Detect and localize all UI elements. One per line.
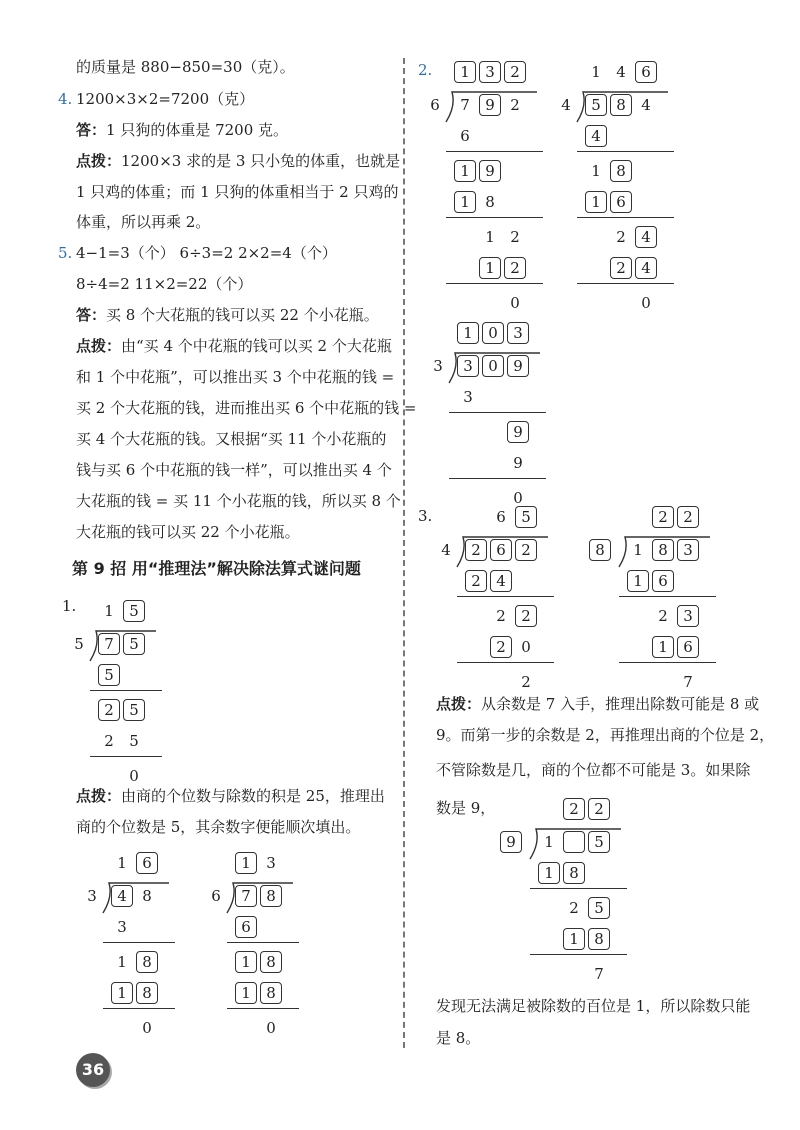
division-line [619, 662, 716, 663]
quotient-digit: 0 [482, 322, 504, 344]
working-digit: 2 [515, 605, 537, 627]
dividend-digit: 0 [482, 355, 504, 377]
dividend-digit: 7 [460, 96, 470, 114]
dividend-digit: 9 [507, 355, 529, 377]
working-digit: 6 [235, 916, 257, 938]
working-digit: 0 [521, 638, 531, 656]
item-5-tip [76, 336, 392, 356]
item-4-equation: 1200×3×2=7200（克） [76, 90, 255, 108]
working-digit: 0 [513, 489, 523, 507]
division-line [90, 756, 162, 757]
item-5-answer [76, 305, 379, 325]
dividend-digit: 5 [585, 94, 607, 116]
quotient-digit: 2 [563, 798, 585, 820]
dividend-digit: 8 [610, 94, 632, 116]
item-4-answer [76, 120, 288, 140]
dividend-digit: 7 [98, 633, 120, 655]
tip-line: 买 2 个大花瓶的钱，进而推出买 6 个中花瓶的钱 = [76, 399, 417, 417]
tip-line: 由“买 4 个中花瓶的钱可以买 2 个大花瓶 [121, 337, 392, 355]
column-divider [403, 58, 405, 1048]
division-line [90, 690, 162, 691]
divisor-digit: 4 [441, 541, 451, 559]
working-digit: 9 [513, 454, 523, 472]
working-digit: 8 [136, 982, 158, 1004]
tip-label: 点拨： [76, 337, 122, 355]
item-5-equation-1: 4−1=3（个） 6÷3=2 2×2=4（个） [76, 244, 337, 262]
working-digit: 2 [658, 607, 668, 625]
division-line [103, 1008, 175, 1009]
division-line [457, 596, 554, 597]
tip-line: 1 只鸡的体重；而 1 只狗的体重相当于 2 只鸡的 [76, 183, 399, 201]
dividend-digit: 7 [235, 885, 257, 907]
working-digit: 8 [260, 951, 282, 973]
working-digit: 1 [652, 636, 674, 658]
quotient-digit: 3 [479, 61, 501, 83]
division-line [577, 217, 674, 218]
dividend-digit: 3 [457, 355, 479, 377]
tip-line: 和 1 个中花瓶”，可以推出买 3 个中花瓶的钱 = [76, 368, 395, 386]
item-2-number: 2. [418, 61, 433, 79]
division-line [446, 151, 543, 152]
item-1-tip [76, 786, 385, 806]
working-digit: 4 [585, 125, 607, 147]
working-digit: 3 [677, 605, 699, 627]
item-5-equation-2: 8÷4=2 11×2=22（个） [76, 275, 253, 293]
quotient-digit: 6 [136, 852, 158, 874]
working-digit: 0 [266, 1019, 276, 1037]
tip-line: 由商的个位数与除数的积是 25，推理出 [121, 787, 385, 805]
quotient-digit: 4 [616, 63, 626, 81]
division-line [457, 662, 554, 663]
quotient-digit: 2 [504, 61, 526, 83]
working-digit: 1 [117, 953, 127, 971]
working-digit: 7 [683, 673, 693, 691]
working-digit: 2 [521, 673, 531, 691]
quotient-digit: 6 [496, 508, 506, 526]
item-4-number: 4. [58, 90, 73, 108]
working-digit: 2 [496, 607, 506, 625]
divisor-digit: 3 [87, 887, 97, 905]
working-digit: 2 [104, 732, 114, 750]
working-digit: 9 [507, 421, 529, 443]
answer-label: 答： [76, 306, 107, 324]
division-line [449, 412, 546, 413]
working-digit: 6 [610, 191, 632, 213]
working-digit: 2 [616, 228, 626, 246]
tip-line: 大花瓶的钱 = 买 11 个小花瓶的钱，所以买 8 个 [76, 492, 401, 510]
quotient-digit: 2 [677, 506, 699, 528]
quotient-digit: 3 [266, 854, 276, 872]
working-digit: 8 [563, 862, 585, 884]
working-digit: 2 [569, 899, 579, 917]
working-digit: 0 [142, 1019, 152, 1037]
item-1-number: 1. [62, 597, 77, 615]
working-digit: 4 [635, 257, 657, 279]
conclusion-line: 是 8。 [436, 1029, 481, 1047]
divisor-digit: 8 [589, 539, 611, 561]
division-line [619, 596, 716, 597]
working-digit: 5 [588, 897, 610, 919]
working-digit: 1 [538, 862, 560, 884]
working-digit: 4 [490, 570, 512, 592]
working-digit: 1 [235, 951, 257, 973]
dividend-digit: 5 [588, 831, 610, 853]
item-3-tip [436, 694, 759, 714]
working-digit: 6 [460, 127, 470, 145]
answer-text: 1 只狗的体重是 7200 克。 [106, 121, 289, 139]
division-line [577, 151, 674, 152]
division-line [103, 942, 175, 943]
divisor-digit: 5 [74, 635, 84, 653]
working-digit: 9 [479, 160, 501, 182]
dividend-digit: 8 [652, 539, 674, 561]
quotient-digit: 1 [591, 63, 601, 81]
dividend-digit: 1 [544, 833, 554, 851]
division-line [530, 954, 627, 955]
item-3-number: 3. [418, 507, 433, 525]
tip-label: 点拨： [76, 787, 122, 805]
quotient-digit: 1 [104, 602, 114, 620]
working-digit: 8 [610, 160, 632, 182]
division-line [530, 888, 627, 889]
working-digit: 1 [563, 928, 585, 950]
working-digit: 2 [610, 257, 632, 279]
divisor-digit: 6 [430, 96, 440, 114]
quotient-digit: 2 [652, 506, 674, 528]
quotient-digit: 1 [457, 322, 479, 344]
division-line [227, 1008, 299, 1009]
section-title: 第 9 招 用“推理法”解决除法算式谜问题 [72, 559, 361, 578]
divisor-digit: 4 [561, 96, 571, 114]
quotient-digit: 6 [635, 61, 657, 83]
working-digit: 2 [98, 699, 120, 721]
tip-line: 商的个位数是 5，其余数字便能顺次填出。 [76, 818, 361, 836]
divisor-digit: 6 [211, 887, 221, 905]
quotient-digit: 1 [117, 854, 127, 872]
working-digit: 2 [490, 636, 512, 658]
page-number: 36 [76, 1053, 110, 1087]
dividend-digit [563, 831, 585, 853]
tip-line: 1200×3 求的是 3 只小兔的体重，也就是 [121, 152, 401, 170]
division-line [227, 942, 299, 943]
prev-line: 的质量是 880−850=30（克）。 [76, 58, 295, 76]
item-5-number: 5. [58, 244, 73, 262]
quotient-digit: 5 [123, 600, 145, 622]
divisor-digit: 9 [500, 831, 522, 853]
tip-line: 大花瓶的钱可以买 22 个小花瓶。 [76, 523, 300, 541]
tip-label: 点拨： [436, 695, 482, 713]
answer-label: 答： [76, 121, 107, 139]
division-line [577, 283, 674, 284]
working-digit: 1 [485, 228, 495, 246]
working-digit: 1 [454, 160, 476, 182]
division-line [446, 283, 543, 284]
dividend-digit: 2 [510, 96, 520, 114]
dividend-digit: 1 [633, 541, 643, 559]
division-line [449, 478, 546, 479]
working-digit: 2 [504, 257, 526, 279]
quotient-digit: 3 [507, 322, 529, 344]
working-digit: 3 [463, 388, 473, 406]
tip-label: 点拨： [76, 152, 122, 170]
division-line [446, 217, 543, 218]
working-digit: 5 [123, 699, 145, 721]
quotient-digit: 1 [235, 852, 257, 874]
dividend-digit: 8 [142, 887, 152, 905]
working-digit: 6 [677, 636, 699, 658]
tip-line: 买 4 个大花瓶的钱。又根据“买 11 个小花瓶的 [76, 430, 387, 448]
tip-line: 从余数是 7 入手，推理出除数可能是 8 或 [481, 695, 760, 713]
working-digit: 4 [635, 226, 657, 248]
working-digit: 5 [98, 664, 120, 686]
tip-line: 不管除数是几，商的个位都不可能是 3。如果除 [436, 761, 751, 779]
working-digit: 1 [591, 162, 601, 180]
working-digit: 3 [117, 918, 127, 936]
working-digit: 0 [641, 294, 651, 312]
working-digit: 6 [652, 570, 674, 592]
dividend-digit: 6 [490, 539, 512, 561]
quotient-digit: 5 [515, 506, 537, 528]
working-digit: 5 [129, 732, 139, 750]
working-digit: 8 [485, 193, 495, 211]
working-digit: 8 [588, 928, 610, 950]
working-digit: 1 [585, 191, 607, 213]
dividend-digit: 5 [123, 633, 145, 655]
conclusion-line: 发现无法满足被除数的百位是 1，所以除数只能 [436, 997, 751, 1015]
working-digit: 8 [260, 982, 282, 1004]
dividend-digit: 9 [479, 94, 501, 116]
dividend-digit: 8 [260, 885, 282, 907]
tip-line: 9。而第一步的余数是 2，再推理出商的个位是 2， [436, 726, 775, 744]
working-digit: 2 [510, 228, 520, 246]
working-digit: 2 [465, 570, 487, 592]
dividend-digit: 2 [465, 539, 487, 561]
dividend-digit: 2 [515, 539, 537, 561]
dividend-digit: 4 [641, 96, 651, 114]
item-4-tip [76, 151, 400, 171]
dividend-digit: 3 [677, 539, 699, 561]
working-digit: 1 [235, 982, 257, 1004]
working-digit: 0 [510, 294, 520, 312]
tip-line: 数是 9， [436, 799, 496, 817]
quotient-digit: 2 [588, 798, 610, 820]
answer-text: 买 8 个大花瓶的钱可以买 22 个小花瓶。 [106, 306, 379, 324]
divisor-digit: 3 [433, 357, 443, 375]
tip-line: 体重，所以再乘 2。 [76, 213, 211, 231]
quotient-digit: 1 [454, 61, 476, 83]
working-digit: 1 [454, 191, 476, 213]
tip-line: 钱与买 6 个中花瓶的钱一样”，可以推出买 4 个 [76, 461, 392, 479]
working-digit: 7 [594, 965, 604, 983]
working-digit: 8 [136, 951, 158, 973]
dividend-digit: 4 [111, 885, 133, 907]
working-digit: 1 [627, 570, 649, 592]
working-digit: 0 [129, 767, 139, 785]
working-digit: 1 [479, 257, 501, 279]
working-digit: 1 [111, 982, 133, 1004]
